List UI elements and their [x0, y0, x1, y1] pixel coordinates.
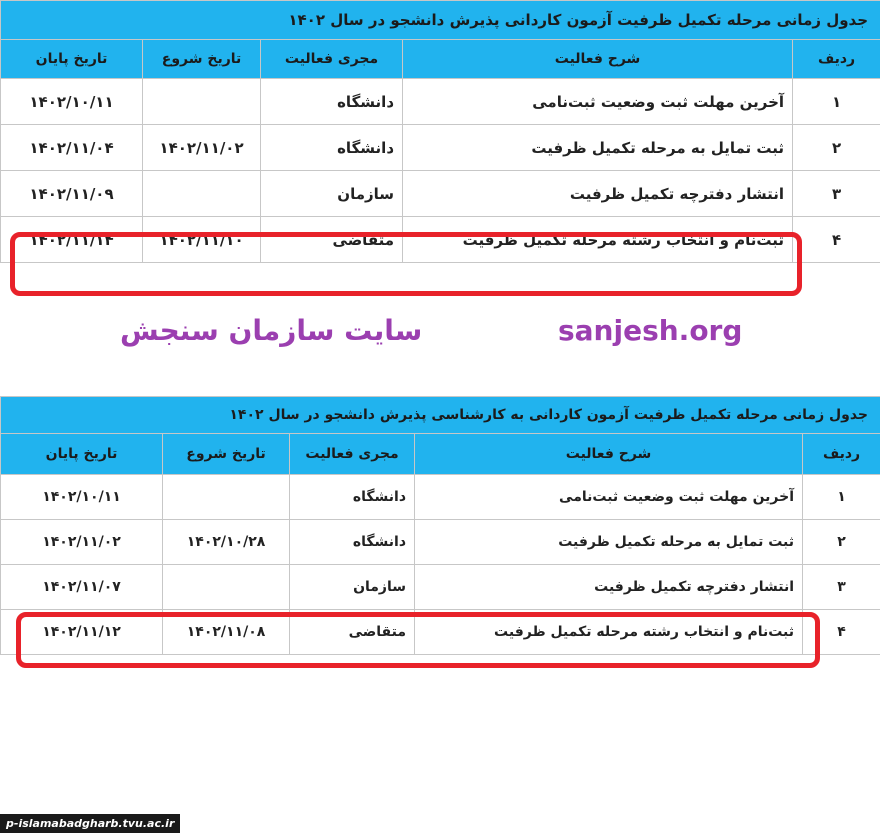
row-number: ۲ [793, 125, 880, 171]
table-row [1, 475, 880, 520]
header-start-date: تاریخ شروع [163, 434, 290, 475]
end-date: ۱۴۰۲/۱۰/۱۱ [1, 79, 143, 125]
start-date: ۱۴۰۲/۱۱/۰۸ [163, 610, 290, 655]
watermark: p-islamabadgharb.tvu.ac.ir [0, 814, 180, 833]
start-date: ۱۴۰۲/۱۱/۱۰ [143, 217, 261, 263]
activity-organizer: سازمان [261, 171, 403, 217]
header-description: شرح فعالیت [403, 40, 793, 79]
start-date: ۱۴۰۲/۱۰/۲۸ [163, 520, 290, 565]
end-date: ۱۴۰۲/۱۱/۰۴ [1, 125, 143, 171]
table-title: جدول زمانی مرحله تکمیل ظرفیت آزمون کاردانی پذیرش دانشجو در سال ۱۴۰۲ [1, 1, 880, 40]
activity-description: آخرین مهلت ثبت وضعیت ثبت‌نامی [403, 79, 793, 125]
start-date [163, 565, 290, 610]
activity-organizer: سازمان [290, 565, 415, 610]
table-row [1, 565, 880, 610]
table-row [1, 125, 880, 171]
activity-organizer: متقاضی [290, 610, 415, 655]
activity-description: ثبت‌نام و انتخاب رشته مرحله تکمیل ظرفیت [415, 610, 803, 655]
table-row [1, 171, 880, 217]
table-row [1, 79, 880, 125]
end-date: ۱۴۰۲/۱۱/۱۲ [1, 610, 163, 655]
row-number: ۳ [793, 171, 880, 217]
end-date: ۱۴۰۲/۱۱/۰۹ [1, 171, 143, 217]
activity-organizer: دانشگاه [290, 475, 415, 520]
row-number: ۲ [803, 520, 880, 565]
activity-organizer: دانشگاه [261, 79, 403, 125]
activity-description: انتشار دفترچه تکمیل ظرفیت [403, 171, 793, 217]
header-description: شرح فعالیت [415, 434, 803, 475]
row-number: ۴ [793, 217, 880, 263]
activity-description: ثبت تمایل به مرحله تکمیل ظرفیت [403, 125, 793, 171]
start-date [143, 171, 261, 217]
activity-description: آخرین مهلت ثبت وضعیت ثبت‌نامی [415, 475, 803, 520]
end-date: ۱۴۰۲/۱۱/۱۴ [1, 217, 143, 263]
activity-organizer: متقاضی [261, 217, 403, 263]
header-organizer: مجری فعالیت [261, 40, 403, 79]
start-date [143, 79, 261, 125]
table-title: جدول زمانی مرحله تکمیل ظرفیت آزمون کاردانی به کارشناسی پذیرش دانشجو در سال ۱۴۰۲ [1, 397, 880, 434]
activity-organizer: دانشگاه [290, 520, 415, 565]
row-number: ۳ [803, 565, 880, 610]
activity-description: انتشار دفترچه تکمیل ظرفیت [415, 565, 803, 610]
end-date: ۱۴۰۲/۱۱/۰۲ [1, 520, 163, 565]
header-start-date: تاریخ شروع [143, 40, 261, 79]
end-date: ۱۴۰۲/۱۰/۱۱ [1, 475, 163, 520]
activity-description: ثبت تمایل به مرحله تکمیل ظرفیت [415, 520, 803, 565]
header-row-number: ردیف [803, 434, 880, 475]
start-date [163, 475, 290, 520]
table-row [1, 520, 880, 565]
header-row-number: ردیف [793, 40, 880, 79]
highlight-box [10, 232, 802, 296]
row-number: ۱ [793, 79, 880, 125]
activity-organizer: دانشگاه [261, 125, 403, 171]
header-end-date: تاریخ پایان [1, 40, 143, 79]
schedule-table-associate [0, 0, 880, 263]
end-date: ۱۴۰۲/۱۱/۰۷ [1, 565, 163, 610]
header-end-date: تاریخ پایان [1, 434, 163, 475]
activity-description: ثبت‌نام و انتخاب رشته مرحله تکمیل ظرفیت [403, 217, 793, 263]
row-number: ۴ [803, 610, 880, 655]
start-date: ۱۴۰۲/۱۱/۰۲ [143, 125, 261, 171]
header-organizer: مجری فعالیت [290, 434, 415, 475]
caption-site-name: سایت سازمان سنجش [120, 314, 423, 347]
caption-site-url: sanjesh.org [558, 314, 743, 347]
highlight-box [16, 612, 820, 668]
row-number: ۱ [803, 475, 880, 520]
